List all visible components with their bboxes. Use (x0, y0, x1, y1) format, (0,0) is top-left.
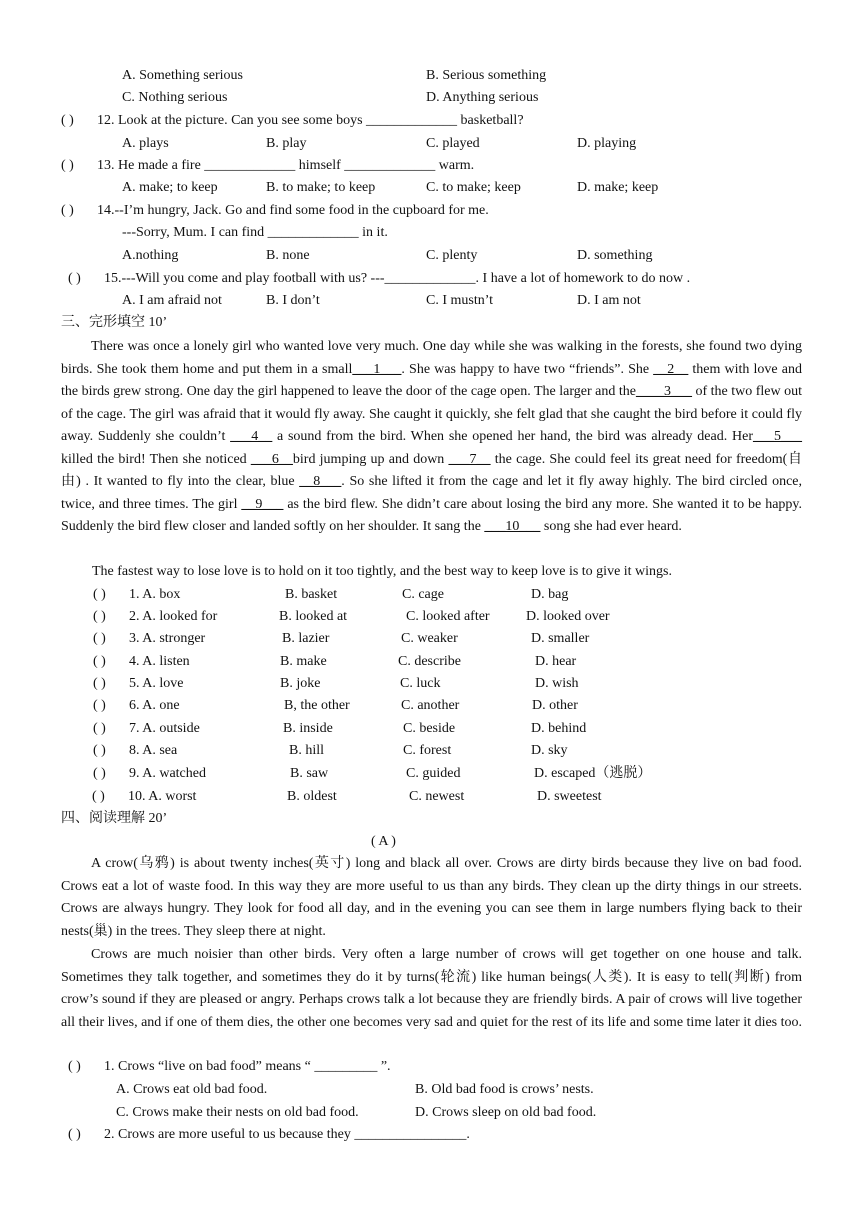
cloze-q10-c: C. newest (409, 789, 465, 804)
cloze-q4-c: C. describe (398, 654, 461, 669)
cloze-q6-d: D. other (532, 698, 578, 713)
cloze-blank-5: ___5___ (753, 429, 802, 444)
cloze-passage: There was once a lonely girl who wanted love very much. One day while she was walking in the forests, she found two dying birds. She took them home and put them in a small___1___. She was happy to have two “friends”. She __2__ them with love and the birds grew strong. One day the girl happened to leave the door of the cage open. The larger and the____3___ of the two flew out of the cage. The girl was afraid that it would fly away. She caught it quickly, she felt glad that she caught the bird before it could fly away. Suddenly she couldn’t ___4__ a sound from the bird. When she opened her hand, the bird was already dead. Her___5___ killed the bird! Then she noticed ___6__bird jumping up and down ___7__ the cage. She could feel its great need for freedom(自由) . It wanted to fly into the clear, blue __8___. So she lifted it from the cage and let it fly away highly. The bird circled once, twice, and three times. The girl __9___ as the bird flew. She didn’t care about losing the bird any more. She wanted it to be happy. Suddenly the bird flew closer and landed softly on her shoulder. It sang the ___10___ song she had ever heard. (61, 339, 803, 534)
q12-answer-paren[interactable]: ( ) (61, 113, 74, 128)
cloze-q1-c: C. cage (402, 587, 444, 602)
cloze-q9-b: B. saw (290, 766, 329, 781)
q11-option-c: C. Nothing serious (122, 90, 228, 105)
cloze-q9-c: C. guided (406, 766, 461, 781)
cloze-q3-paren[interactable]: ( ) (93, 631, 106, 646)
q14-option-b: B. none (266, 248, 310, 263)
cloze-q8-c: C. forest (403, 743, 452, 758)
q13-option-b: B. to make; to keep (266, 180, 376, 195)
q13-option-d: D. make; keep (577, 180, 659, 195)
q12-stem: 12. Look at the picture. Can you see some boys _____________ basketball? (97, 113, 524, 128)
cloze-q3-a: 3. A. stronger (129, 631, 206, 646)
cloze-q8-d: D. sky (531, 743, 568, 758)
reading-passage-para-2: Crows are much noisier than other birds. Very often a large number of crows will get together on one house and talk. Sometimes they talk together, and sometimes they do it by turns(轮流) like human beings(人类). It is easy to tell(判断) from crow’s sound if they are pleased or angry. Perhaps crows talk a lot because they are friendly birds. A pair of crows will live together all their lives, and if one of them dies, the other one becomes very sad and quiet for the rest of its life and some time later it dies too. (61, 947, 803, 1030)
reading-q2-paren[interactable]: ( ) (68, 1127, 81, 1142)
cloze-q7-b: B. inside (283, 721, 333, 736)
cloze-q9-d: D. escaped（逃脱） (534, 766, 652, 781)
q15-option-b: B. I don’t (266, 293, 320, 308)
cloze-q5-d: D. wish (535, 676, 579, 691)
cloze-q3-d: D. smaller (531, 631, 590, 646)
q11-option-d: D. Anything serious (426, 90, 539, 105)
reading-q1-stem: 1. Crows “live on bad food” means “ _________ ”. (104, 1059, 391, 1074)
cloze-q5-b: B. joke (280, 676, 321, 691)
cloze-q7-c: C. beside (403, 721, 456, 736)
cloze-q7-d: D. behind (531, 721, 587, 736)
cloze-q1-paren[interactable]: ( ) (93, 587, 106, 602)
cloze-q7-paren[interactable]: ( ) (93, 721, 106, 736)
q13-option-a: A. make; to keep (122, 180, 218, 195)
q12-option-c: C. played (426, 136, 480, 151)
cloze-moral: The fastest way to lose love is to hold on it too tightly, and the best way to keep love is to give it wings. (92, 564, 673, 579)
cloze-q9-a: 9. A. watched (129, 766, 206, 781)
cloze-q6-paren[interactable]: ( ) (93, 698, 106, 713)
q11-option-a: A. Something serious (122, 68, 243, 83)
cloze-blank-1: ___1___ (352, 361, 402, 377)
cloze-blank-10: ___10___ (484, 519, 541, 534)
cloze-blank-3: ____3___ (635, 384, 692, 399)
q11-option-b: B. Serious something (426, 68, 547, 83)
q14-option-d: D. something (577, 248, 653, 263)
cloze-q4-paren[interactable]: ( ) (93, 654, 106, 669)
reading-q1-option-d: D. Crows sleep on old bad food. (415, 1105, 597, 1120)
reading-q1-option-b: B. Old bad food is crows’ nests. (415, 1082, 594, 1097)
q15-option-d: D. I am not (577, 293, 641, 308)
q12-option-a: A. plays (122, 136, 169, 151)
cloze-q8-paren[interactable]: ( ) (93, 743, 106, 758)
reading-q2-stem: 2. Crows are more useful to us because they ________________. (104, 1127, 470, 1142)
cloze-q2-b: B. looked at (279, 609, 348, 624)
q15-option-a: A. I am afraid not (122, 293, 222, 308)
cloze-q4-b: B. make (280, 654, 327, 669)
q14-stem: 14.--I’m hungry, Jack. Go and find some food in the cupboard for me. (97, 203, 489, 218)
reading-q1-option-c: C. Crows make their nests on old bad food. (116, 1105, 359, 1120)
q12-option-b: B. play (266, 136, 307, 151)
cloze-q9-paren[interactable]: ( ) (93, 766, 106, 781)
cloze-q2-paren[interactable]: ( ) (93, 609, 106, 624)
cloze-blank-7: ___7__ (448, 451, 491, 467)
q15-answer-paren[interactable]: ( ) (68, 271, 81, 286)
q14-option-c: C. plenty (426, 248, 478, 263)
cloze-q1-a: 1. A. box (129, 587, 181, 602)
cloze-blank-6: ___6__ (250, 451, 293, 467)
cloze-q10-d: D. sweetest (537, 789, 602, 804)
cloze-section-heading: 三、完形填空 10’ (61, 315, 168, 330)
cloze-blank-4: ___4__ (230, 429, 273, 444)
cloze-q5-paren[interactable]: ( ) (93, 676, 106, 691)
cloze-blank-2: __2__ (653, 361, 689, 377)
q14-answer-paren[interactable]: ( ) (61, 203, 74, 218)
cloze-q6-b: B, the other (284, 698, 350, 713)
q14-option-a: A.nothing (122, 248, 179, 263)
cloze-q1-d: D. bag (531, 587, 569, 602)
cloze-q8-a: 8. A. sea (129, 743, 178, 758)
cloze-q10-paren[interactable]: ( ) (92, 789, 105, 804)
cloze-q4-a: 4. A. listen (129, 654, 190, 669)
reading-section-heading: 四、阅读理解 20’ (61, 811, 168, 826)
cloze-q1-b: B. basket (285, 587, 338, 602)
cloze-q2-d: D. looked over (526, 609, 610, 624)
q13-stem: 13. He made a fire _____________ himself _____________ warm. (97, 158, 475, 173)
q13-option-c: C. to make; keep (426, 180, 521, 195)
reading-q1-paren[interactable]: ( ) (68, 1059, 81, 1074)
q12-option-d: D. playing (577, 136, 637, 151)
passage-a-label: ( A ) (371, 834, 396, 849)
reading-q1-option-a: A. Crows eat old bad food. (116, 1082, 268, 1097)
reading-passage-para-1: A crow(乌鸦) is about twenty inches(英寸) long and black all over. Crows are dirty birds because they live on bad food. Crows eat a lot of waste food. In this way they are more useful to us than any birds. They clean up the dirty things in our streets. Crows are always hungry. They look for food all day, and in the evening you can see them in large numbers flying back to their nests(巢) in the trees. They sleep there at night. (61, 856, 802, 939)
q13-answer-paren[interactable]: ( ) (61, 158, 74, 173)
cloze-q10-b: B. oldest (287, 789, 337, 804)
cloze-q5-a: 5. A. love (129, 676, 184, 691)
cloze-q4-d: D. hear (535, 654, 577, 669)
q14-stem-reply: ---Sorry, Mum. I can find _____________ in it. (122, 225, 388, 240)
cloze-blank-8: __8___ (299, 474, 342, 489)
cloze-q7-a: 7. A. outside (129, 721, 200, 736)
q15-stem: 15.---Will you come and play football with us? ---_____________. I have a lot of homework to do now . (104, 271, 691, 286)
cloze-q3-c: C. weaker (401, 631, 458, 646)
cloze-q2-a: 2. A. looked for (129, 609, 218, 624)
cloze-q3-b: B. lazier (282, 631, 330, 646)
cloze-q8-b: B. hill (289, 743, 325, 758)
cloze-q6-c: C. another (401, 698, 460, 713)
q15-option-c: C. I mustn’t (426, 293, 494, 308)
cloze-q2-c: C. looked after (406, 609, 490, 624)
cloze-q5-c: C. luck (400, 676, 441, 691)
cloze-q10-a: 10. A. worst (128, 789, 197, 804)
cloze-q6-a: 6. A. one (129, 698, 180, 713)
cloze-blank-9: __9___ (241, 496, 284, 512)
